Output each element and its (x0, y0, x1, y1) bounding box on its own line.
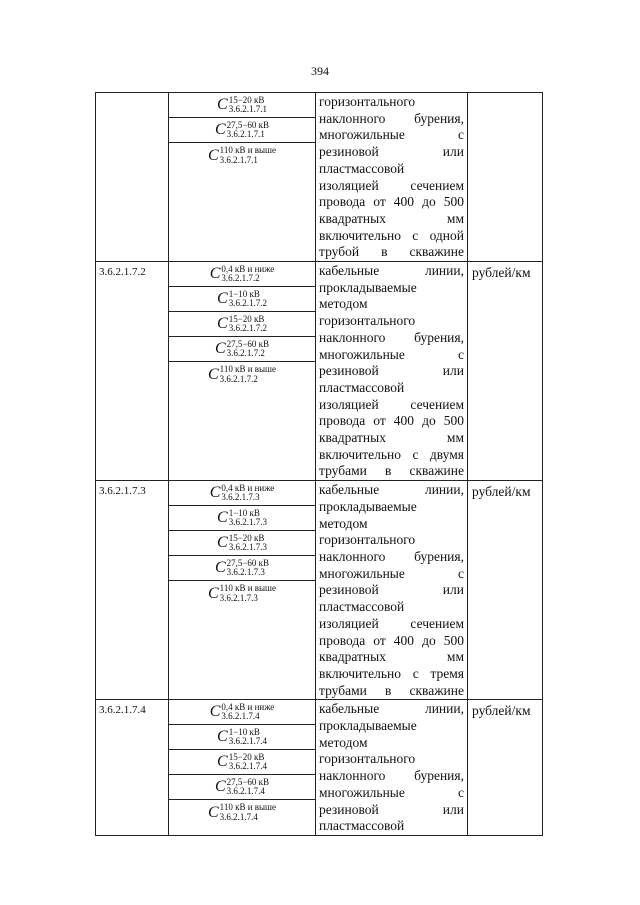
symbol-subscript: 3.6.2.1.7.3 (228, 542, 267, 553)
description-cell (316, 262, 468, 481)
description-line: резиновой или (319, 144, 464, 160)
unit-cell: рублей/км (468, 481, 543, 700)
symbol-superscript: 27,5−60 кВ (226, 776, 270, 787)
symbol-subscript: 3.6.2.1.7.3 (221, 492, 260, 503)
cost-symbol (169, 312, 315, 337)
symbol-letter: C (217, 509, 228, 527)
table-row (96, 93, 543, 262)
symbol-cell (169, 262, 316, 481)
table-body (96, 93, 543, 836)
symbol-superscript: 0,4 кВ и ниже (221, 701, 275, 712)
description-line: пластмассовой (319, 379, 405, 395)
cost-symbol (169, 93, 315, 118)
symbol-letter: C (214, 340, 226, 358)
unit-cell (468, 93, 543, 262)
description-line: прокладываемые (319, 718, 417, 734)
cost-symbol (169, 506, 315, 531)
description-line: провода от 400 до 500 (319, 632, 464, 648)
cost-symbol (169, 725, 315, 750)
symbol-letter: C (207, 584, 219, 602)
row-code (96, 93, 169, 262)
description-line: наклонного бурения, (319, 768, 464, 784)
cost-symbol (169, 775, 315, 800)
description-line: прокладываемые (319, 498, 417, 514)
symbol-superscript: 15−20 кВ (228, 751, 265, 762)
symbol-superscript: 27,5−60 кВ (226, 119, 270, 130)
cost-symbol (169, 143, 315, 168)
symbol-subscript: 3.6.2.1.7.4 (226, 786, 265, 797)
description-line: провода от 400 до 500 (319, 194, 464, 210)
description-line: пластмассовой (319, 818, 405, 834)
symbol-subscript: 3.6.2.1.7.1 (219, 154, 258, 165)
symbol-letter: C (207, 803, 219, 821)
row-code: 3.6.2.1.7.3 (96, 481, 169, 700)
symbol-superscript: 110 кВ и выше (219, 583, 276, 594)
page-number: 394 (311, 64, 329, 78)
symbol-subscript: 3.6.2.1.7.2 (228, 298, 267, 309)
cost-symbol (169, 531, 315, 556)
description-line: пластмассовой (319, 599, 405, 615)
symbol-superscript: 15−20 кВ (228, 313, 265, 324)
symbol-letter: C (214, 778, 226, 796)
symbol-superscript: 110 кВ и выше (219, 364, 276, 375)
symbol-cell (169, 700, 316, 836)
symbol-letter: C (209, 265, 221, 283)
description-line: включительно с тремя (319, 665, 464, 681)
description-line: горизонтального (319, 313, 416, 329)
symbol-subscript: 3.6.2.1.7.2 (219, 373, 258, 384)
description-line: резиновой или (319, 801, 464, 817)
description-line: пластмассовой (319, 160, 405, 176)
symbol-subscript: 3.6.2.1.7.4 (221, 711, 260, 722)
description-line: методом (319, 296, 368, 312)
description-line: квадратных мм (319, 430, 464, 446)
symbol-subscript: 3.6.2.1.7.1 (226, 129, 265, 139)
tariff-table (95, 92, 543, 836)
description-line: резиновой или (319, 363, 464, 379)
unit-cell: рублей/км (468, 700, 543, 836)
description-line: кабельные линии, (319, 701, 464, 717)
symbol-superscript: 15−20 кВ (228, 532, 265, 543)
symbol-letter: C (207, 365, 219, 383)
symbol-superscript: 1−10 кВ (228, 288, 260, 299)
description-line: наклонного бурения, (319, 110, 464, 126)
symbol-letter: C (214, 121, 226, 138)
symbol-subscript: 3.6.2.1.7.3 (228, 517, 267, 528)
symbol-superscript: 27,5−60 кВ (226, 338, 270, 349)
description-line: методом (319, 515, 368, 531)
symbol-letter: C (217, 96, 228, 113)
cost-symbol (169, 481, 315, 506)
symbol-subscript: 3.6.2.1.7.4 (228, 761, 267, 772)
symbol-letter: C (209, 703, 221, 721)
table-row (96, 481, 543, 700)
symbol-subscript: 3.6.2.1.7.1 (228, 104, 267, 114)
symbol-letter: C (217, 315, 228, 333)
cost-symbol (169, 556, 315, 581)
cost-symbol (169, 362, 315, 387)
symbol-superscript: 1−10 кВ (228, 726, 260, 737)
description-line: включительно с двумя (319, 446, 464, 462)
description-line: кабельные линии, (319, 263, 464, 279)
symbol-superscript: 0,4 кВ и ниже (221, 482, 275, 493)
description-line: наклонного бурения, (319, 548, 464, 564)
symbol-superscript: 27,5−60 кВ (226, 557, 270, 568)
description-line: прокладываемые (319, 279, 417, 295)
symbol-letter: C (217, 728, 228, 746)
cost-symbol (169, 700, 315, 725)
description-line: наклонного бурения, (319, 329, 464, 345)
description-line: кабельные линии, (319, 482, 464, 498)
symbol-letter: C (217, 753, 228, 771)
symbol-superscript: 0,4 кВ и ниже (221, 263, 275, 274)
symbol-superscript: 1−10 кВ (228, 507, 260, 518)
description-line: горизонтального (319, 751, 416, 767)
cost-symbol (169, 750, 315, 775)
description-cell (316, 93, 468, 262)
description-line: многожильные с (319, 346, 464, 362)
description-line: горизонтального (319, 94, 416, 109)
unit-cell: рублей/км (468, 262, 543, 481)
cost-symbol (169, 262, 315, 287)
description-line: изоляцией сечением (319, 615, 464, 631)
description-line: горизонтального (319, 532, 416, 548)
description-line: трубами в скважине (319, 463, 464, 479)
description-line: трубой в скважине (319, 244, 464, 260)
symbol-superscript: 110 кВ и выше (219, 145, 276, 155)
description-cell (316, 700, 468, 836)
cost-symbol (169, 800, 315, 825)
description-line: многожильные с (319, 784, 464, 800)
table-row (96, 700, 543, 836)
symbol-subscript: 3.6.2.1.7.3 (219, 592, 258, 603)
description-line: многожильные с (319, 127, 464, 143)
symbol-subscript: 3.6.2.1.7.2 (226, 348, 265, 359)
description-line: многожильные с (319, 565, 464, 581)
cost-symbol (169, 287, 315, 312)
table-row (96, 262, 543, 481)
symbol-cell (169, 93, 316, 262)
row-code: 3.6.2.1.7.2 (96, 262, 169, 481)
description-line: трубами в скважине (319, 682, 464, 698)
description-line: изоляцией сечением (319, 396, 464, 412)
description-line: методом (319, 734, 368, 750)
symbol-subscript: 3.6.2.1.7.4 (219, 811, 258, 822)
symbol-cell (169, 481, 316, 700)
description-cell (316, 481, 468, 700)
description-line: квадратных мм (319, 649, 464, 665)
symbol-letter: C (214, 559, 226, 577)
cost-symbol (169, 118, 315, 143)
symbol-superscript: 15−20 кВ (228, 94, 265, 105)
cost-symbol (169, 337, 315, 362)
symbol-letter: C (217, 290, 228, 308)
description-line: включительно с одной (319, 227, 464, 243)
symbol-superscript: 110 кВ и выше (219, 802, 276, 813)
symbol-subscript: 3.6.2.1.7.2 (228, 323, 267, 334)
symbol-subscript: 3.6.2.1.7.3 (226, 567, 265, 578)
description-line: изоляцией сечением (319, 177, 464, 193)
symbol-letter: C (207, 146, 219, 164)
symbol-subscript: 3.6.2.1.7.2 (221, 273, 260, 284)
description-line: резиновой или (319, 582, 464, 598)
description-line: квадратных мм (319, 210, 464, 226)
symbol-letter: C (217, 534, 228, 552)
row-code: 3.6.2.1.7.4 (96, 700, 169, 836)
symbol-subscript: 3.6.2.1.7.4 (228, 736, 267, 747)
symbol-letter: C (209, 484, 221, 502)
cost-symbol (169, 581, 315, 606)
description-line: провода от 400 до 500 (319, 413, 464, 429)
